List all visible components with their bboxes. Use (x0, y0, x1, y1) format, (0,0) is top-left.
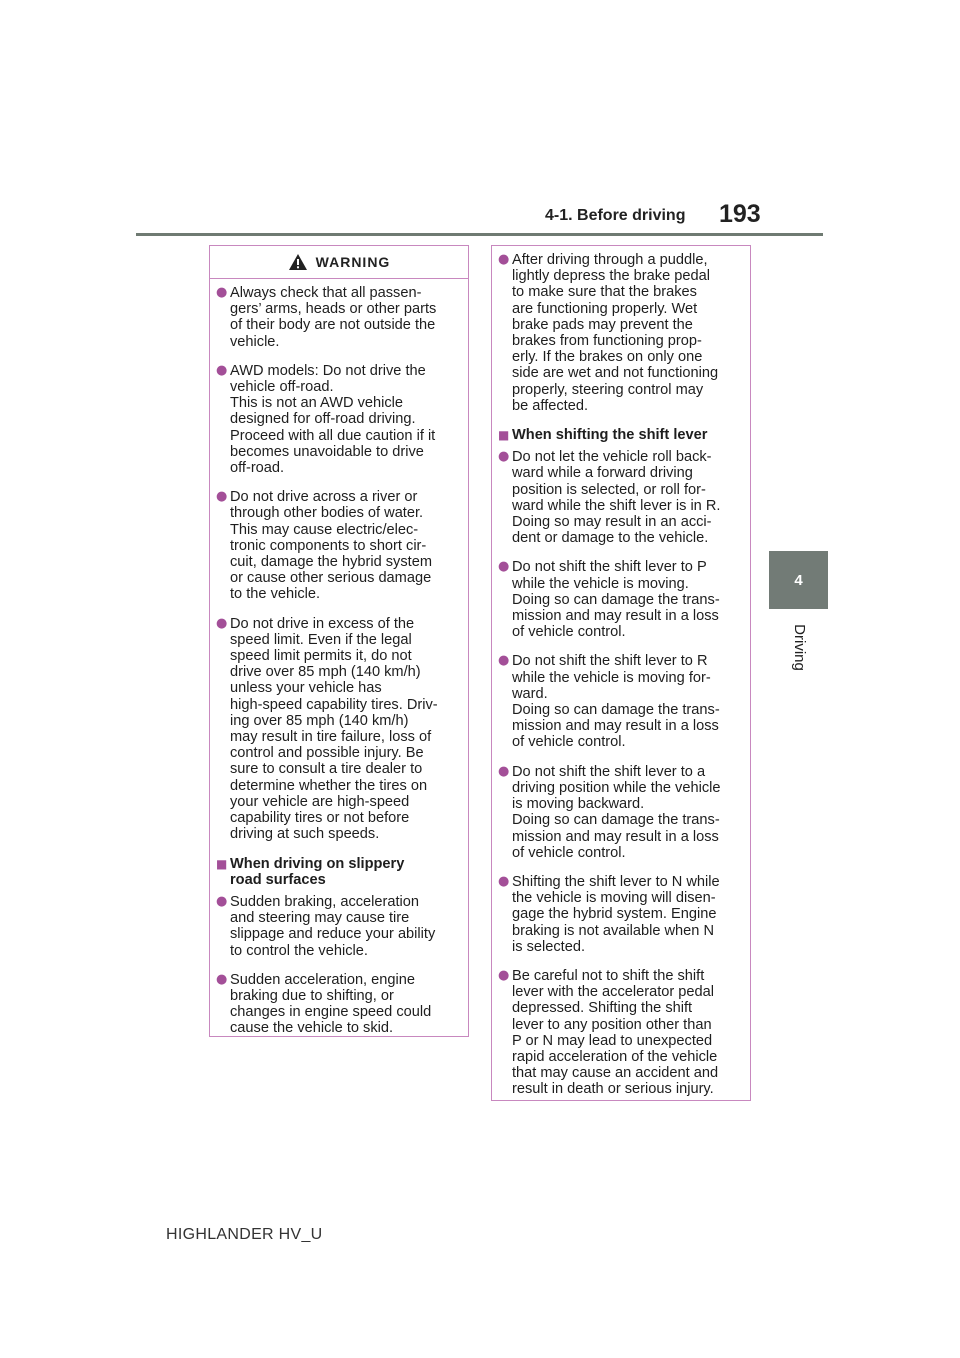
circle-bullet-icon: ● (498, 967, 510, 983)
warning-item (498, 449, 744, 546)
item-text: Shifting the shift lever to N while the vehicle is moving will disen- gage the hybrid system. Engine braking is not available when N is selected. (512, 873, 720, 955)
warning-item (216, 363, 462, 476)
chapter-number: 4 (794, 571, 803, 589)
warning-header (210, 246, 468, 279)
item-text: After driving through a puddle, lightly depress the brake pedal to make sure that the brakes are functioning properly. Wet brake pads may prevent the brakes from functioning prop- erly. If the brakes on only one side are wet and not functioning properly, steering control may be affected. (512, 252, 719, 414)
item-text: Do not shift the shift lever to P while the vehicle is moving. Doing so can damage the trans- mission and may result in a loss of vehicle control. (512, 559, 720, 641)
item-text: Sudden acceleration, engine braking due to shifting, or changes in engine speed could cause the vehicle to skid. (230, 971, 432, 1037)
square-bullet-icon: ■ (216, 856, 228, 871)
circle-bullet-icon: ● (216, 971, 228, 987)
circle-bullet-icon: ● (216, 362, 228, 378)
item-text: Do not shift the shift lever to a driving position while the vehicle is moving backward. Doing so can damage the trans- mission and may result in a loss of vehicle control. (512, 763, 721, 861)
circle-bullet-icon: ● (498, 559, 510, 575)
warning-content-right (492, 246, 750, 1098)
warning-item (216, 894, 462, 959)
warning-item (498, 874, 744, 955)
header-divider (136, 233, 823, 236)
warning-item (498, 968, 744, 1098)
circle-bullet-icon: ● (216, 893, 228, 909)
item-text: AWD models: Do not drive the vehicle off-road. This is not an AWD vehicle designed for off-road driving. Proceed with all due caution if it becomes unavoidable to drive off-road. (230, 362, 436, 477)
warning-box-left (209, 245, 469, 1037)
warning-item (498, 764, 744, 861)
item-text: Do not drive across a river or through other bodies of water. This may cause electric/elec- tronic components to short cir- cuit, damage the hybrid system or cause other serious damage to the vehicle. (230, 489, 432, 603)
circle-bullet-icon: ● (498, 653, 510, 669)
subsection-heading (216, 856, 462, 888)
warning-content-left (210, 279, 468, 1037)
section-title: 4-1. Before driving (545, 207, 686, 224)
chapter-label-container (780, 617, 818, 677)
warning-item (498, 252, 744, 414)
circle-bullet-icon: ● (498, 449, 510, 465)
circle-bullet-icon: ● (216, 615, 228, 631)
circle-bullet-icon: ● (216, 285, 228, 300)
chapter-tab (769, 551, 828, 609)
warning-item (216, 285, 462, 350)
item-text: Do not drive in excess of the speed limit. Even if the legal speed limit permits it, do not drive over 85 mph (140 km/h) unless your vehicle has high-speed capability tires. Driv- ing over 85 mph (140 km/h) may result in tire failure, loss of control and possible injury. Be sure to consult a tire dealer to determine whether the tires on your vehicle are high-speed capability tires or not before driving at such speeds. (230, 615, 438, 843)
page-number: 193 (719, 200, 761, 228)
item-text: Do not let the vehicle roll back- ward while a forward driving position is selected, or roll for- ward while the shift lever is in R. Doing so may result in an acci- dent or damage to the vehicle. (512, 449, 721, 547)
warning-item (498, 559, 744, 640)
heading-text: When driving on slippery road surfaces (230, 855, 405, 888)
warning-triangle-icon (288, 253, 308, 271)
warning-item (216, 616, 462, 843)
item-text: Be careful not to shift the shift lever with the accelerator pedal depressed. Shifting the shift lever to any position other than P or N may lead to unexpected rapid acceleration of the vehicle that may cause an accident and result in death or serious injury. (512, 967, 719, 1098)
warning-title: WARNING (315, 254, 391, 270)
item-text: Sudden braking, acceleration and steering may cause tire slippage and reduce your ability to control the vehicle. (230, 893, 436, 959)
item-text: Do not shift the shift lever to R while the vehicle is moving for- ward. Doing so can damage the trans- mission and may result in a loss of vehicle control. (512, 653, 720, 751)
circle-bullet-icon: ● (498, 763, 510, 779)
warning-box-right (491, 245, 751, 1101)
circle-bullet-icon: ● (498, 252, 510, 267)
model-code-footer: HIGHLANDER HV_U (166, 1226, 323, 1243)
circle-bullet-icon: ● (216, 489, 228, 505)
item-text: Always check that all passen- gers’ arms, heads or other parts of their body are not outside the vehicle. (230, 285, 437, 350)
circle-bullet-icon: ● (498, 873, 510, 889)
warning-item (498, 653, 744, 750)
square-bullet-icon: ■ (498, 428, 510, 443)
heading-text: When shifting the shift lever (512, 427, 708, 444)
subsection-heading (498, 427, 744, 443)
chapter-label: Driving (790, 623, 808, 671)
warning-item (216, 972, 462, 1037)
warning-item (216, 489, 462, 602)
